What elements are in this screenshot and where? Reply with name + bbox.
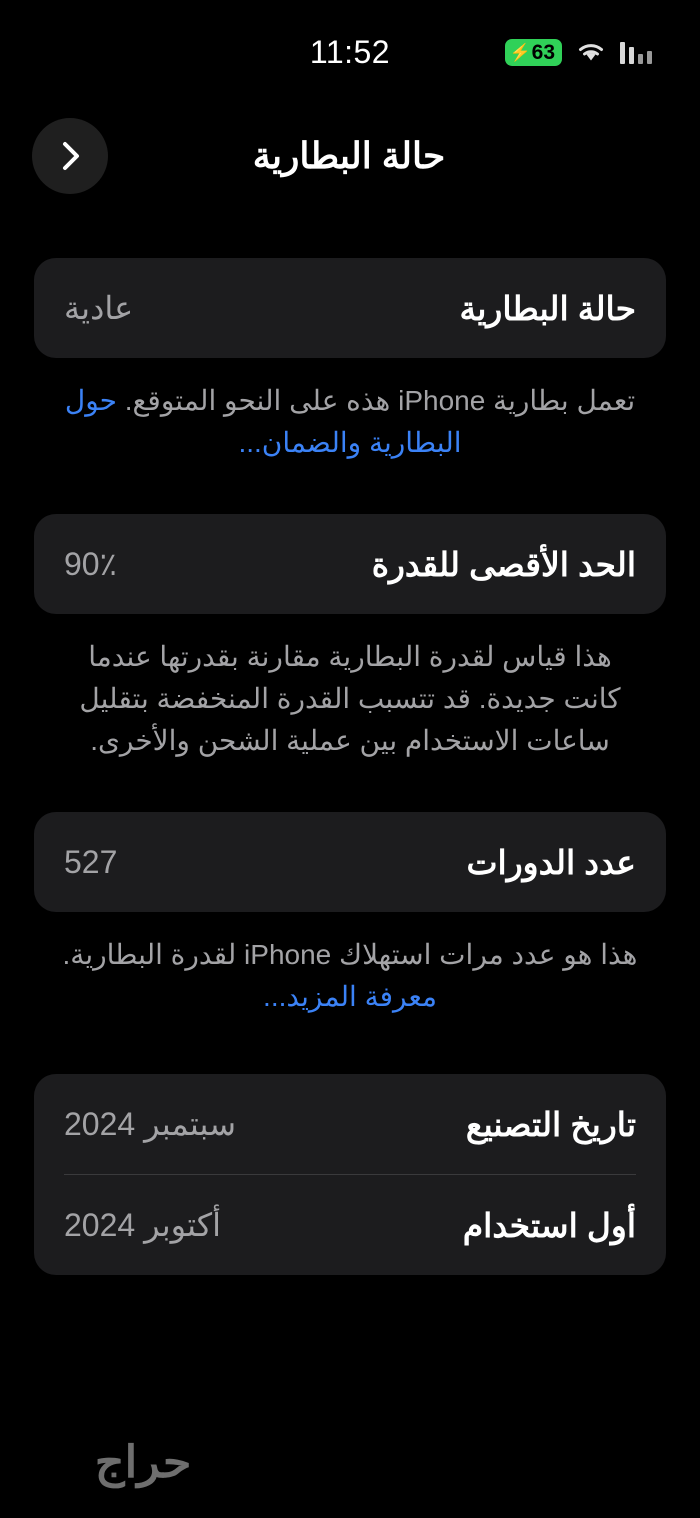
max-capacity-value: 90٪ [64, 546, 117, 582]
battery-health-label: حالة البطارية [459, 289, 636, 327]
max-capacity-row[interactable] [64, 514, 636, 614]
cycle-count-note [34, 912, 666, 1018]
settings-content [0, 208, 700, 1275]
battery-health-note-text: تعمل بطارية iPhone هذه على النحو المتوقع. [124, 385, 636, 416]
cycle-count-value: 527 [64, 843, 118, 880]
manufacture-date-value: سبتمبر 2024 [64, 1106, 237, 1142]
battery-health-note [34, 358, 666, 464]
status-bar-clock: 11:52 [309, 33, 391, 70]
max-capacity-label: الحد الأقصى للقدرة [371, 545, 636, 583]
first-use-row [64, 1175, 636, 1275]
watermark-text: حراج [94, 1437, 192, 1487]
battery-warranty-link[interactable]: حول البطارية والضمان... [64, 385, 462, 458]
cycle-count-card[interactable] [34, 812, 666, 912]
battery-percent-label: 63 [531, 40, 555, 64]
battery-health-value: عادية [64, 290, 134, 326]
max-capacity-note: هذا قياس لقدرة البطارية مقارنة بقدرتها عندما كانت جديدة. قد تتسبب القدرة المنخفضة بتقليل ساعات الاستخدام بين عملية الشحن والأخرى. [79, 641, 621, 756]
chevron-right-icon[interactable] [32, 118, 108, 194]
spacer [34, 762, 666, 812]
first-use-label: أول استخدام [462, 1206, 636, 1244]
spacer [34, 1018, 666, 1074]
manufacture-date-row [64, 1074, 636, 1174]
cycle-count-label: عدد الدورات [466, 843, 636, 881]
bolt-icon: ⚡ [509, 42, 531, 62]
dates-card [34, 1074, 666, 1275]
max-capacity-card[interactable] [34, 514, 666, 614]
watermark-logo [48, 1430, 238, 1494]
navigation-bar [0, 104, 700, 208]
cycle-count-row[interactable] [64, 812, 636, 912]
page-title: حالة البطارية [252, 135, 446, 176]
learn-more-link[interactable]: معرفة المزيد... [263, 981, 437, 1012]
spacer [34, 464, 666, 514]
cycle-count-note-text: هذا هو عدد مرات استهلاك iPhone لقدرة البطارية. [62, 939, 638, 970]
first-use-value: أكتوبر 2024 [64, 1207, 221, 1243]
battery-health-card[interactable] [34, 258, 666, 358]
status-bar [0, 0, 700, 104]
manufacture-date-label: تاريخ التصنيع [465, 1105, 636, 1143]
battery-health-row[interactable] [64, 258, 636, 358]
